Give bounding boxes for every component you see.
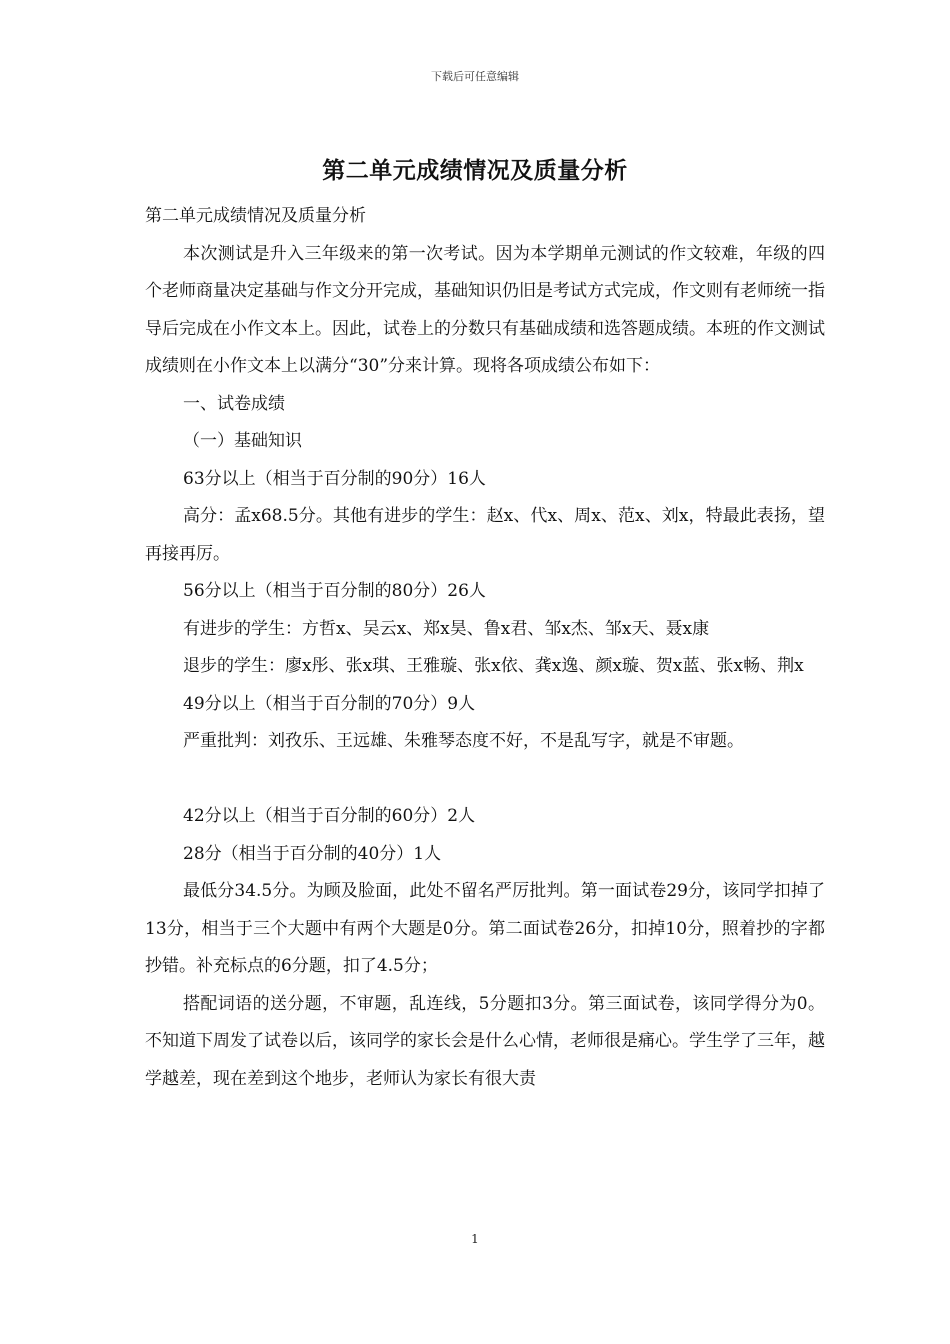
header-note: 下载后可任意编辑: [431, 70, 519, 83]
score-band-63: 63分以上（相当于百分制的90分）16人: [183, 468, 486, 489]
document-title: 第二单元成绩情况及质量分析: [322, 157, 628, 184]
paragraph-high-score: 高分：孟x68.5分。其他有进步的学生：赵x、代x、周x、范x、刘x，特最此表扬，望再接再厉。: [145, 506, 825, 564]
section-heading-exam-scores: 一、试卷成绩: [183, 393, 285, 414]
score-band-42: 42分以上（相当于百分制的60分）2人: [183, 806, 476, 826]
paragraph-declined-students: 退步的学生：廖x彤、张x琪、王雅璇、张x依、龚x逸、颜x璇、贺x蓝、张x畅、荆x: [183, 656, 804, 676]
document-body: [145, 198, 825, 1098]
paragraph-improved-students: 有进步的学生：方哲x、吴云x、郑x昊、鲁x君、邹x杰、邹x天、聂x康: [183, 618, 710, 639]
paragraph-matching-words: 搭配词语的送分题，不审题，乱连线，5分题扣3分。第三面试卷，该同学得分为0。不知道下周发了试卷以后，该同学的家长会是什么心情，老师很是痛心。学生学了三年，越学越差，现在差到这个地步，老师认为家长有很大责: [145, 993, 825, 1089]
page-number: 1: [471, 1232, 479, 1246]
paragraph-lowest-score: 最低分34.5分。为顾及脸面，此处不留名严厉批判。第一面试卷29分，该同学扣掉了13分，相当于三个大题中有两个大题是0分。第二面试卷26分，扣掉10分，照着抄的字都抄错。补充标点的6分题，扣了4.5分；: [145, 881, 825, 976]
score-band-56: 56分以上（相当于百分制的80分）26人: [183, 581, 486, 601]
score-band-49: 49分以上（相当于百分制的70分）9人: [183, 693, 476, 714]
document-subtitle: 第二单元成绩情况及质量分析: [145, 206, 366, 226]
score-band-28: 28分（相当于百分制的40分）1人: [183, 843, 442, 864]
blank-line: [145, 761, 825, 799]
subsection-heading-basic-knowledge: （一）基础知识: [183, 431, 302, 451]
paragraph-intro: 本次测试是升入三年级来的第一次考试。因为本学期单元测试的作文较难，年级的四个老师商量决定基础与作文分开完成，基础知识仍旧是考试方式完成，作文则有老师统一指导后完成在小作文本上。因此，试卷上的分数只有基础成绩和选答题成绩。本班的作文测试成绩则在小作文本上以满分“30”分来计算。现将各项成绩公布如下：: [145, 243, 825, 376]
paragraph-criticism: 严重批判：刘孜乐、王远雄、朱雅琴态度不好，不是乱写字，就是不审题。: [183, 731, 744, 751]
